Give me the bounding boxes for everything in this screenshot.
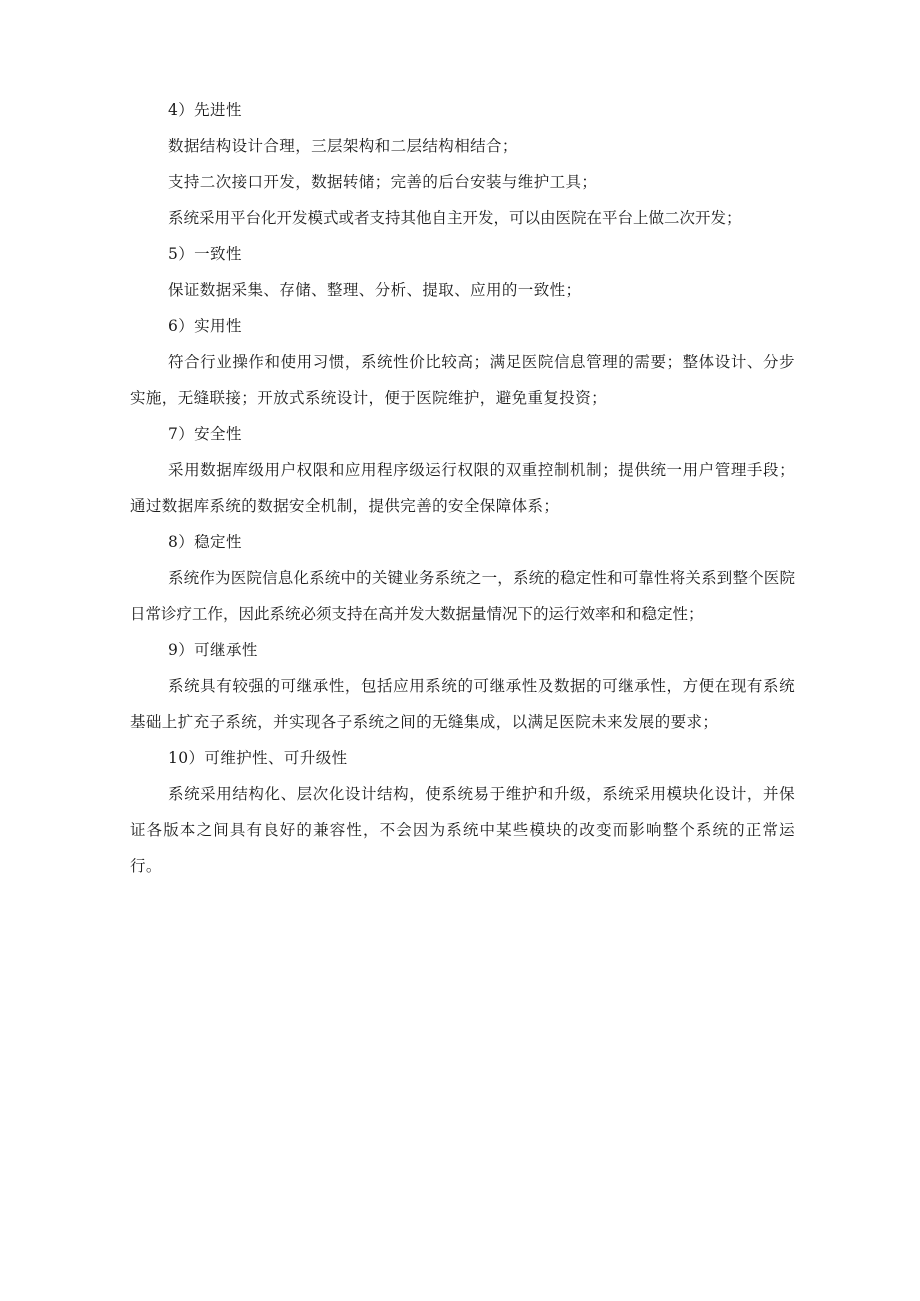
paragraph-inheritability: 系统具有较强的可继承性，包括应用系统的可继承性及数据的可继承性，方便在现有系统基础上扩充子系统，并实现各子系统之间的无缝集成，以满足医院未来发展的要求；	[130, 677, 795, 731]
document-body	[130, 92, 795, 884]
section-heading-inheritability: 9）可继承性	[168, 641, 258, 659]
paragraph-security: 采用数据库级用户权限和应用程序级运行权限的双重控制机制；提供统一用户管理手段；通过数据库系统的数据安全机制，提供完善的安全保障体系；	[130, 461, 795, 515]
paragraph-maintainability: 系统采用结构化、层次化设计结构，使系统易于维护和升级，系统采用模块化设计，并保证各版本之间具有良好的兼容性，不会因为系统中某些模块的改变而影响整个系统的正常运行。	[130, 785, 795, 875]
section-heading-maintainability: 10）可维护性、可升级性	[168, 749, 348, 767]
paragraph-platform-dev: 系统采用平台化开发模式或者支持其他自主开发，可以由医院在平台上做二次开发；	[168, 209, 742, 227]
section-heading-advanced: 4）先进性	[168, 101, 242, 119]
section-heading-practicality: 6）实用性	[168, 317, 242, 335]
paragraph-practicality: 符合行业操作和使用习惯，系统性价比较高；满足医院信息管理的需要；整体设计、分步实施，无缝联接；开放式系统设计，便于医院维护，避免重复投资；	[130, 353, 795, 407]
paragraph-stability: 系统作为医院信息化系统中的关键业务系统之一，系统的稳定性和可靠性将关系到整个医院日常诊疗工作，因此系统必须支持在高并发大数据量情况下的运行效率和和稳定性；	[130, 569, 795, 623]
paragraph-data-structure: 数据结构设计合理，三层架构和二层结构相结合；	[168, 137, 518, 155]
section-heading-security: 7）安全性	[168, 425, 242, 443]
paragraph-consistency: 保证数据采集、存储、整理、分析、提取、应用的一致性；	[168, 281, 582, 299]
paragraph-interface-dev: 支持二次接口开发，数据转储；完善的后台安装与维护工具；	[168, 173, 598, 191]
section-heading-stability: 8）稳定性	[168, 533, 242, 551]
section-heading-consistency: 5）一致性	[168, 245, 242, 263]
